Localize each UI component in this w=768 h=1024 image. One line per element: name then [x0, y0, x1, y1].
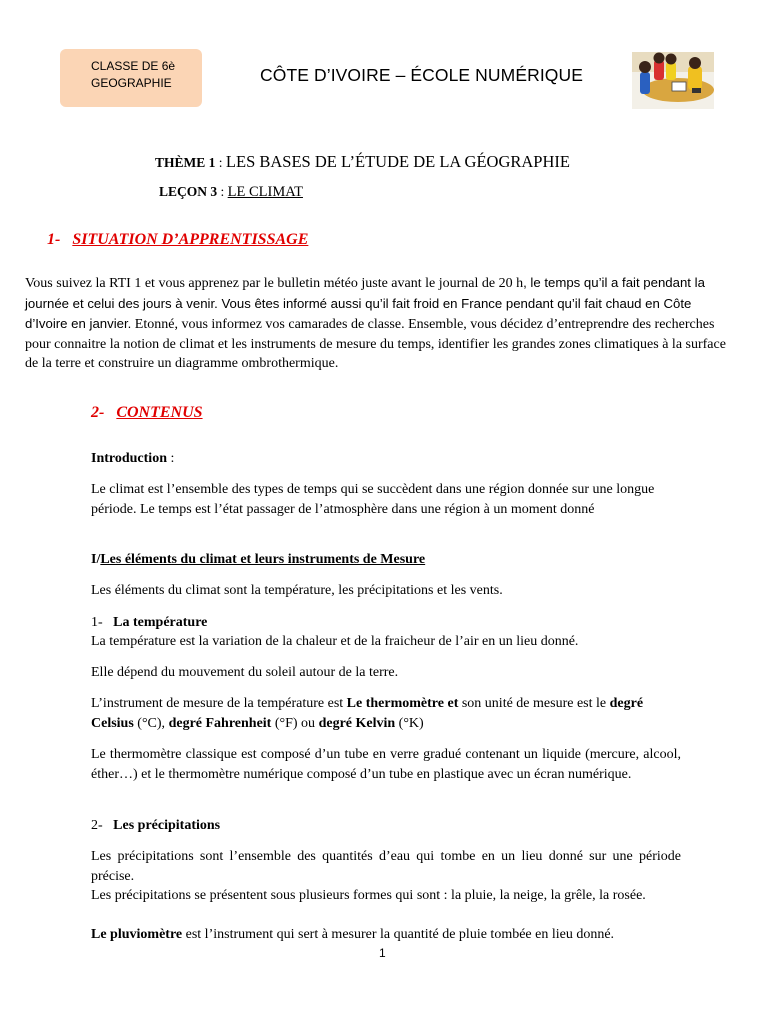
temperature-title: La température: [113, 615, 208, 630]
instr-i: (°K): [395, 715, 424, 731]
instr-f: degré Fahrenheit: [168, 715, 272, 731]
pluviometer-text: [91, 925, 681, 945]
part1-title: Les éléments du climat et leurs instruments de Mesure: [100, 552, 426, 567]
instr-a: L’instrument de mesure de la température est: [91, 696, 347, 711]
part1-prefix: I/: [91, 552, 101, 567]
part1-text: Les éléments du climat sont la température, les précipitations et les vents.: [91, 583, 503, 598]
lesson-sep: :: [217, 184, 228, 199]
temperature-instrument: [91, 694, 681, 733]
theme-label: THÈME 1: [155, 155, 216, 170]
instr-e: (°C),: [133, 715, 169, 731]
temperature-definition: La température est la variation de la chaleur et de la fraicheur de l’air en un lieu donné.: [91, 634, 579, 649]
situation-paragraph: [25, 273, 735, 374]
introduction-heading: [91, 449, 681, 469]
section2-title: CONTENUS: [116, 404, 203, 421]
badge-subject: GEOGRAPHIE: [91, 76, 172, 90]
section2-number: 2-: [91, 404, 105, 421]
situation-part1: Vous suivez la RTI 1 et vous apprenez par le bulletin météo juste avant le journal de 20 h: [25, 276, 524, 291]
lesson-heading: [159, 184, 303, 201]
situation-part2: , le temps qu’il a fait pendant la journée et celui des jours à venir. Vous êtes informé aussi qu’il fait froid en France pendant qu’il fait chaud en Côte d’Ivoire en janvier.: [25, 275, 705, 331]
temperature-sun: Elle dépend du mouvement du soleil autour de la terre.: [91, 665, 399, 680]
instr-h: degré Kelvin: [318, 715, 396, 731]
page-number: 1: [379, 946, 386, 960]
precipitation-number: 2-: [91, 818, 103, 833]
introduction-text: Le climat est l’ensemble des types de temps qui se succèdent dans une région donnée sur une longue période. Le temps est l’état passager de l’atmosphère dans une région à un moment donné: [91, 482, 655, 517]
precipitation-heading: [91, 816, 681, 836]
part1-heading: [91, 550, 681, 570]
class-badge: [60, 49, 202, 107]
precipitation-definition: Les précipitations sont l’ensemble des quantités d’eau qui tombe en un lieu donné sur une période précise.: [91, 849, 681, 884]
temperature-number: 1-: [91, 615, 103, 630]
lesson-label: LEÇON 3: [159, 184, 218, 199]
school-title: CÔTE D’IVOIRE – ÉCOLE NUMÉRIQUE: [260, 65, 584, 85]
temperature-heading: [91, 613, 681, 633]
instr-g: (°F) ou: [271, 715, 319, 731]
section1-number: 1-: [47, 231, 61, 248]
theme-title: LES BASES DE L’ÉTUDE DE LA GÉOGRAPHIE: [225, 152, 570, 171]
thermometer-description: Le thermomètre classique est composé d’un tube en verre gradué contenant un liquide (mercure, alcool, éther…) et le thermomètre numérique composé d’un tube en plastique avec un écran numérique.: [91, 747, 681, 782]
theme-heading: [155, 152, 570, 172]
precipitation-forms: Les précipitations se présentent sous plusieurs formes qui sont : la pluie, la neige, la grêle, la rosée.: [91, 888, 646, 903]
lesson-title: LE CLIMAT: [227, 184, 303, 200]
badge-class: CLASSE DE 6è: [91, 59, 176, 73]
instr-c: son unité de mesure est le: [458, 696, 610, 711]
section1-heading: [47, 231, 308, 249]
introduction-label: Introduction: [91, 451, 167, 466]
introduction-sep: :: [166, 451, 175, 466]
situation-part3: Etonné, vous informez vos camarades de classe. Ensemble, vous décidez d’entreprendre des recherches pour connaitre la notion de climat et les instruments de mesure du temps, identifier les grandes zones climatiques à la surface de la terre et construire un diagramme ombrothermique.: [25, 317, 726, 371]
students-illustration: [632, 52, 714, 109]
section1-title: SITUATION D’APPRENTISSAGE: [72, 231, 309, 248]
instr-d: degré Celsius: [91, 696, 644, 731]
theme-sep: :: [215, 155, 226, 170]
precipitation-title: Les précipitations: [113, 818, 221, 833]
instr-b: Le thermomètre et: [346, 696, 459, 711]
section2-heading: [91, 404, 203, 422]
pluviometer-label: Le pluviomètre: [91, 927, 183, 942]
pluviometer-rest: est l’instrument qui sert à mesurer la quantité de pluie tombée en lieu donné.: [182, 927, 615, 942]
